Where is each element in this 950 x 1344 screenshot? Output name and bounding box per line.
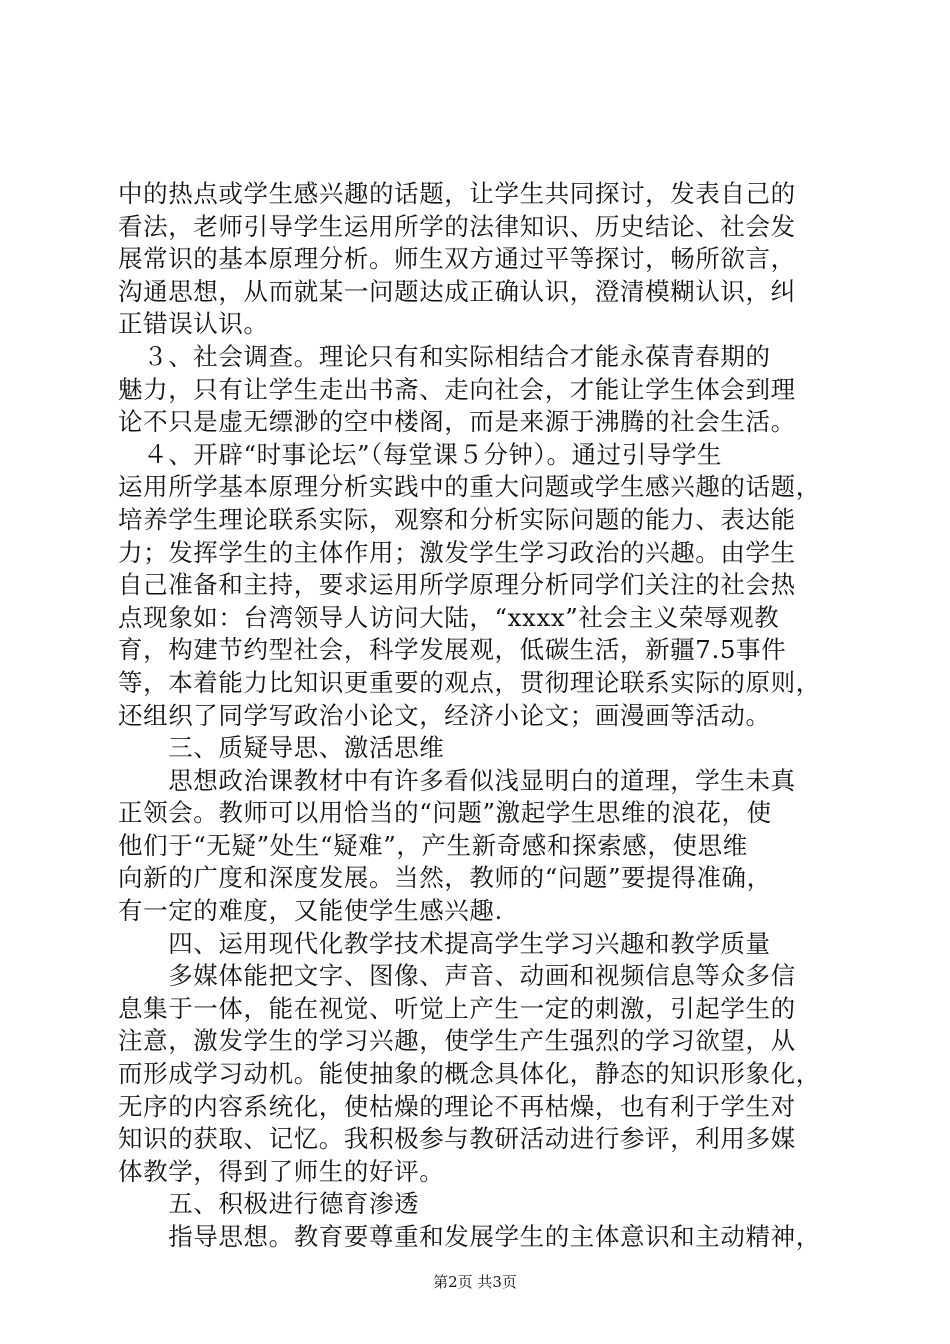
text-line: 而形成学习动机。能使抽象的概念具体化，静态的知识形象化， [118, 1059, 821, 1089]
section-heading: 三、质疑导思、激活思维 [118, 733, 445, 763]
text-line: 他们于“无疑”处生“疑难”，产生新奇感和探索感，使思维 [118, 830, 748, 860]
text-line: ４、开辟“时事论坛”（每堂课５分钟）。通过引导学生 [118, 439, 723, 469]
text-line: 培养学生理论联系实际，观察和分析实际问题的能力、表达能 [118, 504, 796, 534]
page-number-label: 第2页 共3页 [433, 1273, 517, 1291]
text-line: 无序的内容系统化，使枯燥的理论不再枯燥，也有利于学生对 [118, 1091, 796, 1121]
text-line: 等，本着能力比知识更重要的观点，贯彻理论联系实际的原则， [118, 667, 821, 697]
section-heading: 五、积极进行德育渗透 [118, 1189, 420, 1219]
text-line: 魅力，只有让学生走出书斋、走向社会，才能让学生体会到理 [118, 374, 796, 404]
text-line: 还组织了同学写政治小论文，经济小论文；画漫画等活动。 [118, 700, 771, 730]
text-line: 有一定的难度，又能使学生感兴趣. [118, 896, 503, 926]
text-line: 育，构建节约型社会，科学发展观，低碳生活，新疆7.5事件 [118, 635, 787, 665]
text-line: 思想政治课教材中有许多看似浅显明白的道理，学生未真 [118, 765, 796, 795]
text-line: 知识的获取、记忆。我积极参与教研活动进行参评，利用多媒 [118, 1124, 796, 1154]
text-line: 体教学，得到了师生的好评。 [118, 1156, 445, 1186]
section-heading: 四、运用现代化教学技术提高学生学习兴趣和教学质量 [118, 928, 771, 958]
text-line: 正领会。教师可以用恰当的“问题”激起学生思维的浪花，使 [118, 798, 772, 828]
text-line: 力；发挥学生的主体作用；激发学生学习政治的兴趣。由学生 [118, 537, 796, 567]
text-line: 正错误认识。 [118, 309, 269, 339]
text-line: 指导思想。教育要尊重和发展学生的主体意识和主动精神， [118, 1222, 821, 1251]
text-line: 中的热点或学生感兴趣的话题，让学生共同探讨，发表自己的 [118, 179, 796, 208]
text-line: 向新的广度和深度发展。当然，教师的“问题”要提得准确， [118, 863, 772, 893]
text-line: 点现象如：台湾领导人访问大陆，“xxxx”社会主义荣辱观教 [118, 602, 780, 632]
text-line: 看法，老师引导学生运用所学的法律知识、历史结论、社会发 [118, 211, 796, 241]
text-line: 多媒体能把文字、图像、声音、动画和视频信息等众多信 [118, 961, 796, 991]
text-line: 息集于一体，能在视觉、听觉上产生一定的刺激，引起学生的 [118, 993, 796, 1023]
text-line: 运用所学基本原理分析实践中的重大问题或学生感兴趣的话题， [118, 472, 821, 502]
text-line: 注意，激发学生的学习兴趣，使学生产生强烈的学习欲望，从 [118, 1026, 796, 1056]
text-line: 沟通思想，从而就某一问题达成正确认识，澄清模糊认识，纠 [118, 276, 796, 306]
text-line: 论不只是虚无缥渺的空中楼阁，而是来源于沸腾的社会生活。 [118, 407, 796, 437]
text-line: 展常识的基本原理分析。师生双方通过平等探讨，畅所欲言， [118, 244, 796, 274]
text-line: ３、社会调查。理论只有和实际相结合才能永葆青春期的 [118, 341, 771, 371]
page-footer [0, 1272, 950, 1292]
document-body [118, 178, 838, 1254]
text-line: 自己准备和主持，要求运用所学原理分析同学们关注的社会热 [118, 570, 796, 600]
